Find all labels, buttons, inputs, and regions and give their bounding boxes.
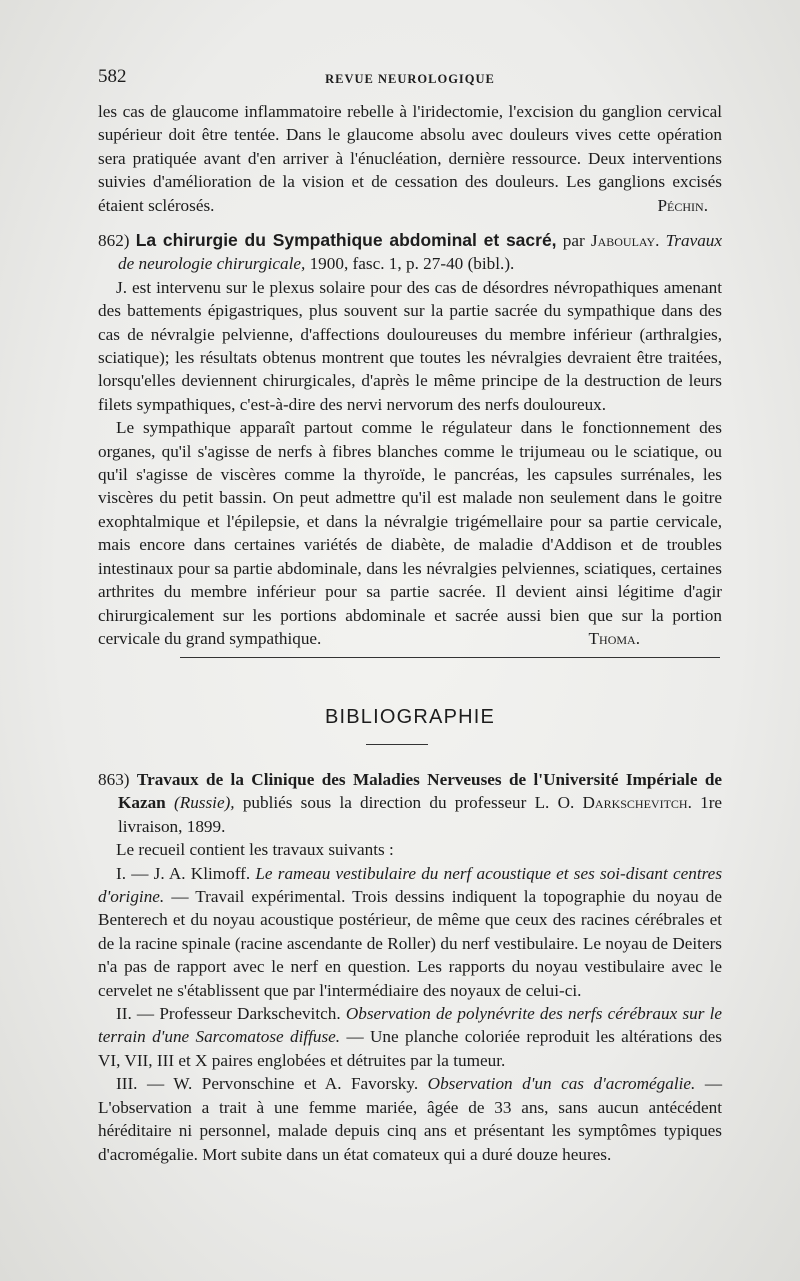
paragraph-text: les cas de glaucome inflammatoire rebelle à l'iridectomie, l'excision du ganglion cervical supérieur doit être tentée. Dans le glaucome absolu avec douleurs vives cette opération sera pratiquée avant d'en arriver à l'énucléation, dernière ressource. Deux interventions suivies d'amélioration de la vision et de cessation des douleurs. Les ganglions excisés étaient sclérosés. bbox=[98, 102, 722, 215]
item-author: III. — W. Pervonschine et A. Favorsky. bbox=[116, 1074, 419, 1094]
reviewer-signature: Péchin. bbox=[657, 195, 708, 215]
journal-reference: 1900, fasc. 1, p. 27-40 (bibl.). bbox=[309, 254, 515, 274]
entry-862 bbox=[98, 229, 722, 651]
entry-country: (Russie), bbox=[173, 793, 235, 813]
list-item bbox=[98, 1002, 722, 1072]
entry-heading bbox=[98, 768, 722, 838]
paragraph: J. est intervenu sur le plexus solaire pour des cas de désordres névropathiques amenant des battements épigastriques, plus souvent sur la partie sacrée du sympathique dans des cas de névralgie pelvienne, d'affections douloureuses du membre inférieur (arthralgies, sciatique); les résultats obtenus montrent que toutes les névralgies devraient être traitées, lorsqu'elles deviennent chirurgicales, d'après le même principe de la destruction de leurs filets sympathiques, c'est-à-dire des nervi nervorum des nerfs douloureux. bbox=[98, 277, 722, 414]
entry-title: La chirurgie du Sympathique abdominal et sacré, bbox=[135, 230, 557, 250]
item-text: — Une planche coloriée reproduit les altérations des VI, VII, III et X paires englobées et détruites par la tumeur. bbox=[98, 1027, 722, 1070]
item-author: II. — Professeur Darkschevitch. bbox=[116, 1004, 341, 1024]
by-word: par bbox=[562, 231, 585, 250]
list-item bbox=[98, 1072, 722, 1166]
reviewer-signature: Thoma. bbox=[588, 629, 640, 649]
paragraph: Le sympathique apparaît partout comme le régulateur dans le fonctionnement des organes, qu'il s'agisse de nerfs à fibres blanches comme le trijumeau ou le sciatique, ou qu'il s'agisse de viscères comme la thyroïde, le pancréas, les capsules surrénales, les viscères du petit bassin. On peut admettre qu'il est malade non seulement dans le goitre exophtalmique et l'épilepsie, et dans la névralgie trigémellaire pour sa partie cervicale, mais encore dans certaines variétés de diabète, de maladie d'Addison et de troubles intestinaux pour sa partie abdominale, dans les névralgies pelviennes, sciatiques, certaines arthrites du membre inférieur pour sa partie sacrée. Il devient ainsi légitime d'agir chirurgicalement sur les portions abdominale et sacrée aussi bien que sur la portion cervicale du grand sympathique. bbox=[98, 418, 722, 648]
paragraph: Le recueil contient les travaux suivants : bbox=[116, 840, 394, 860]
journal-title: Travaux de neurologie chirurgicale, bbox=[118, 231, 723, 274]
paragraph bbox=[98, 100, 722, 217]
entry-863 bbox=[98, 768, 722, 1166]
page-header bbox=[98, 66, 722, 96]
item-text: — L'observation a trait à une femme mariée, âgée de 33 ans, sans aucun antécédent héréditaire ni personnel, malade depuis cinq ans et présentant les symptômes typiques d'acromégalie. Mort subite dans un état comateux qui a duré douze heures. bbox=[98, 1074, 722, 1164]
section-divider bbox=[180, 657, 720, 658]
entry-number: 863) bbox=[98, 770, 130, 789]
entry-heading bbox=[98, 229, 722, 276]
item-title: Observation d'un cas d'acromégalie. bbox=[427, 1074, 696, 1094]
entry-author: Jaboulay. bbox=[590, 231, 660, 250]
item-author: I. — J. A. Klimoff. bbox=[116, 863, 251, 883]
list-item bbox=[98, 862, 722, 1002]
entry-director: L. O. Darkschevitch. bbox=[534, 793, 692, 813]
section-title: BIBLIOGRAPHIE bbox=[324, 706, 496, 728]
entry-number: 862) bbox=[98, 231, 130, 250]
page-number: 582 bbox=[98, 66, 127, 87]
entry-title: Travaux de la Clinique des Maladies Nerveuses de l'Université Impériale de Kazan bbox=[118, 770, 723, 813]
entry-edition: 1re livraison, 1899. bbox=[118, 793, 723, 836]
entry-rest: publiés sous la direction du professeur bbox=[242, 793, 527, 813]
item-text: — Travail expérimental. Trois dessins indiquent la topographie du noyau de Benterech et du noyau acoustique postérieur, de même que ceux des racines cérébrales et de la racine spinale (racine ascendante de Roller) du nerf vestibulaire. Le noyau de Deiters n'a pas de rapport avec le nerf en question. Les rapports du noyau vestibulaire avec le cervelet ne s'établissent que par l'intermédiaire des noyaux de celui-ci. bbox=[98, 887, 722, 1000]
review-block-glaucome bbox=[98, 100, 722, 217]
item-title: Le rameau vestibulaire du nerf acoustique et ses soi-disant centres d'origine. bbox=[98, 863, 723, 907]
title-underline bbox=[366, 744, 428, 745]
item-title: Observation de polynévrite des nerfs cérébraux sur le terrain d'une Sarcomatose diffuse. bbox=[98, 1004, 723, 1047]
running-head: REVUE NEUROLOGIQUE bbox=[325, 72, 495, 86]
